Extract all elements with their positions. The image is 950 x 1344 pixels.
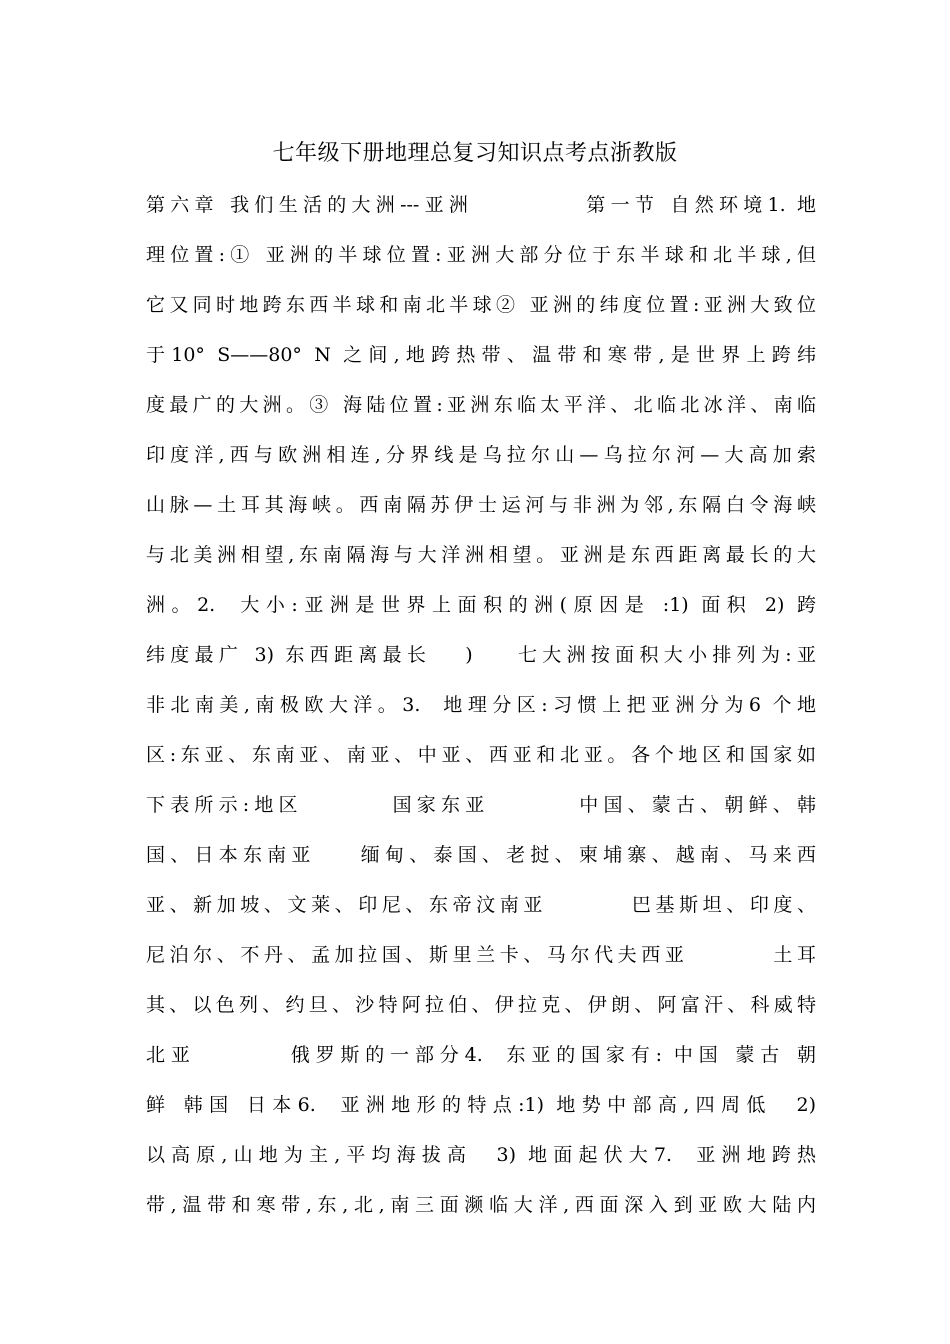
text-line: 于10° S——80° N 之间,地跨热带、温带和寒带,是世界上跨纬 (146, 344, 816, 366)
text-line: 与北美洲相望,东南隔海与大洋洲相望。亚洲是东西距离最长的大 (146, 544, 816, 566)
text-line: 尼泊尔、不丹、孟加拉国、斯里兰卡、马尔代夫西亚 土耳 (146, 944, 816, 966)
text-line: 它又同时地跨东西半球和南北半球② 亚洲的纬度位置:亚洲大致位 (146, 294, 816, 316)
text-line: 以高原,山地为主,平均海拔高 3) 地面起伏大7. 亚洲地跨热 (146, 1144, 816, 1166)
text-line: 理位置:① 亚洲的半球位置:亚洲大部分位于东半球和北半球,但 (146, 244, 816, 266)
text-line: 其、以色列、约旦、沙特阿拉伯、伊拉克、伊朗、阿富汗、科威特 (146, 994, 816, 1016)
document-body (146, 180, 816, 1230)
text-line: 印度洋,西与欧洲相连,分界线是乌拉尔山—乌拉尔河—大高加索 (146, 444, 816, 466)
text-line: 非北南美,南极欧大洋。3. 地理分区:习惯上把亚洲分为6 个地 (146, 694, 816, 716)
text-line: 第六章 我们生活的大洲---亚洲 第一节 自然环境1. 地 (146, 194, 816, 216)
text-line: 北亚 俄罗斯的一部分4. 东亚的国家有: 中国 蒙古 朝 (146, 1044, 816, 1066)
text-line: 带,温带和寒带,东,北,南三面濒临大洋,西面深入到亚欧大陆内 (146, 1194, 816, 1216)
text-line: 鲜 韩国 日本6. 亚洲地形的特点:1) 地势中部高,四周低 2) (146, 1094, 816, 1116)
document-title: 七年级下册地理总复习知识点考点浙教版 (272, 141, 678, 166)
text-line: 区:东亚、东南亚、南亚、中亚、西亚和北亚。各个地区和国家如 (146, 744, 816, 766)
text-line: 纬度最广 3) 东西距离最长 ) 七大洲按面积大小排列为:亚 (146, 644, 816, 666)
text-line: 山脉—土耳其海峡。西南隔苏伊士运河与非洲为邻,东隔白令海峡 (146, 494, 816, 516)
text-line: 亚、新加坡、文莱、印尼、东帝汶南亚 巴基斯坦、印度、 (146, 894, 816, 916)
text-line: 洲。2. 大小:亚洲是世界上面积的洲(原因是 :1) 面积 2) 跨 (146, 594, 816, 616)
text-line: 度最广的大洲。③ 海陆位置:亚洲东临太平洋、北临北冰洋、南临 (146, 394, 816, 416)
text-line: 国、日本东南亚 缅甸、泰国、老挝、柬埔寨、越南、马来西 (146, 844, 816, 866)
text-line: 下表所示:地区 国家东亚 中国、蒙古、朝鲜、韩 (146, 794, 816, 816)
